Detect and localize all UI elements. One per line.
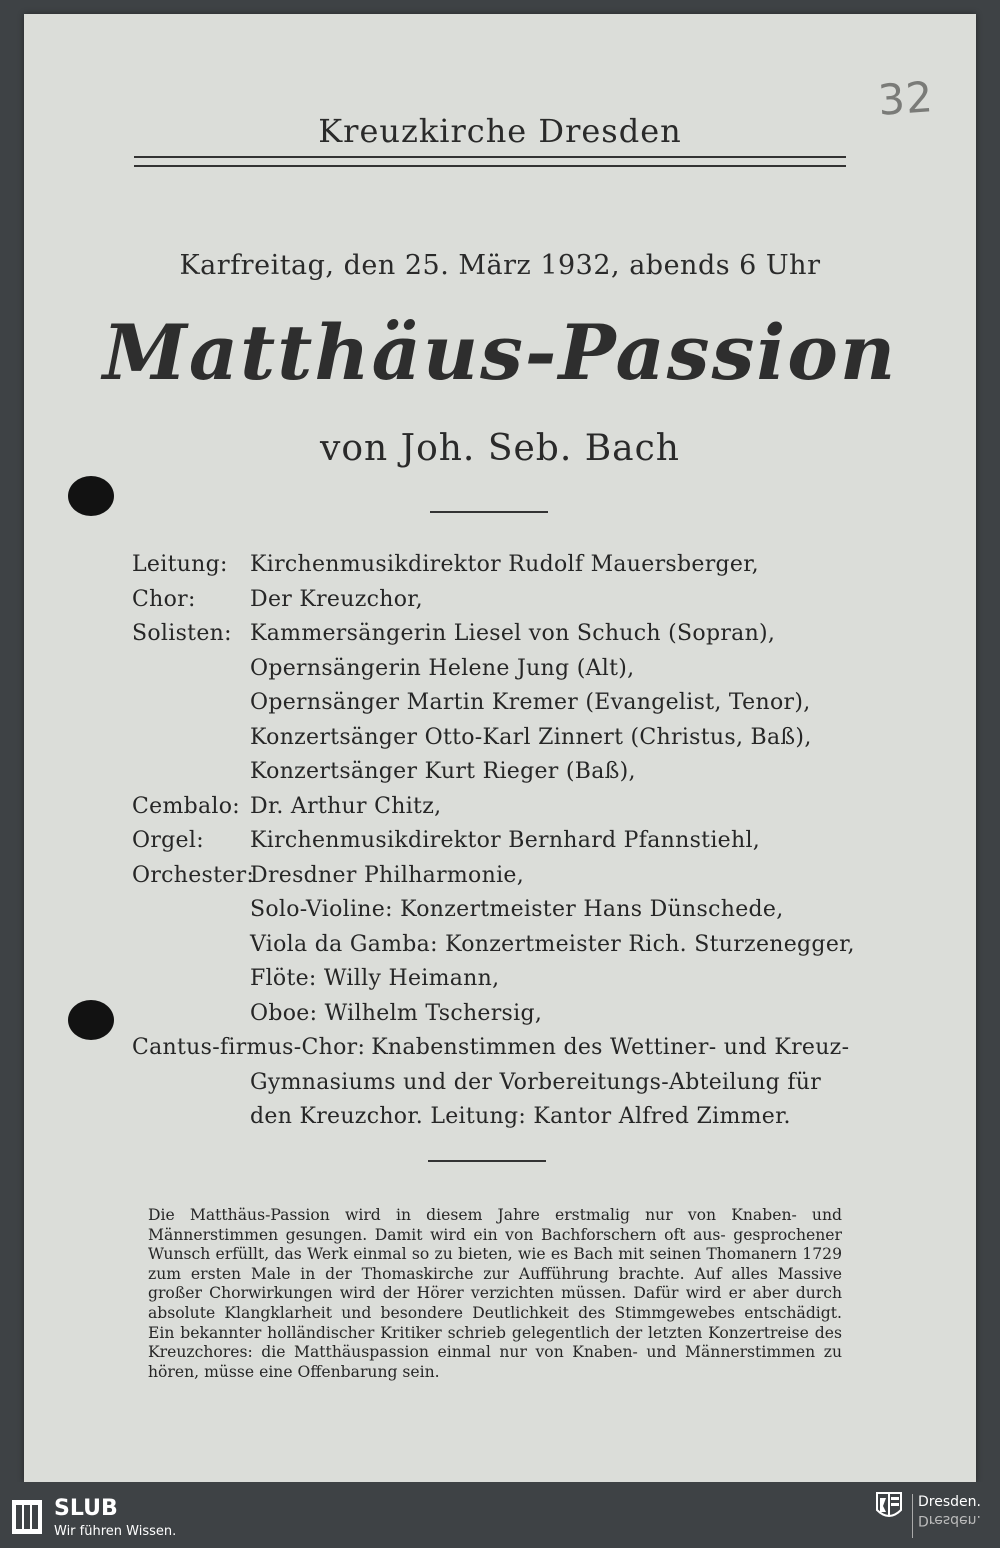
credit-line bbox=[132, 1066, 872, 1101]
credit-label: Chor: bbox=[132, 586, 196, 612]
credit-chor bbox=[132, 583, 872, 618]
credit-line bbox=[132, 928, 872, 963]
divider-rule bbox=[430, 511, 548, 513]
header-double-rule bbox=[134, 156, 846, 167]
punch-hole bbox=[68, 1000, 114, 1040]
church-heading: Kreuzkirche Dresden bbox=[318, 112, 682, 150]
credit-orchester bbox=[132, 859, 872, 894]
event-composer: von Joh. Seb. Bach bbox=[320, 428, 680, 469]
credit-value: Kirchenmusikdirektor Rudolf Mauersberger, bbox=[250, 552, 759, 577]
credit-value: Knabenstimmen des Wettiner- und Kreuz- bbox=[371, 1035, 850, 1060]
credit-line bbox=[132, 686, 872, 721]
divider-rule bbox=[428, 1160, 546, 1162]
credit-line bbox=[132, 1100, 872, 1135]
credit-value: Konzertsänger Kurt Rieger (Baß), bbox=[250, 759, 636, 784]
credit-orgel bbox=[132, 824, 872, 859]
credit-line bbox=[132, 652, 872, 687]
credit-line bbox=[132, 997, 872, 1032]
punch-hole bbox=[68, 476, 114, 516]
credit-value: Der Kreuzchor, bbox=[250, 586, 423, 612]
credit-value: Viola da Gamba: Konzertmeister Rich. Sturzenegger, bbox=[250, 931, 855, 957]
footer-bar bbox=[0, 1482, 1000, 1548]
program-note: Die Matthäus-Passion wird in diesem Jahre erstmalig nur von Knaben- und Männerstimmen gesungen. Damit wird ein von Bachforschern oft aus- gesprochener Wunsch erfüllt, das Werk einmal so zu bieten, wie es Bach mit seinen Thomanern 1729 zum ersten Male in der Thomaskirche zur Aufführung brachte. Auf alles Massive großer Chorwirkungen wird der Hörer verzichten müssen. Dafür wird er aber durch absolute Klangklarheit und besondere Deutlichkeit des Stimmgewebes entschädigt. Ein bekannter holländischer Kritiker schrieb gelegentlich der letzten Konzertreise des Kreuzchores: die Matthäuspassion einmal nur von Knaben- und Männerstimmen zu hören, müsse eine Offenbarung sein. bbox=[148, 1206, 842, 1381]
footer-city-reflection: Dresden. bbox=[918, 1512, 981, 1528]
credit-value: Oboe: Wilhelm Tschersig, bbox=[250, 1000, 543, 1026]
dresden-crest-icon bbox=[876, 1492, 902, 1522]
credit-value: Dresdner Philharmonie, bbox=[250, 862, 525, 888]
credit-value: Solo-Violine: Konzertmeister Hans Dünschede, bbox=[250, 897, 784, 922]
credit-line bbox=[132, 893, 872, 928]
credits-list bbox=[132, 548, 872, 1135]
event-date-line: Karfreitag, den 25. März 1932, abends 6 Uhr bbox=[179, 250, 821, 281]
credit-label: Orgel: bbox=[132, 828, 204, 853]
credit-line bbox=[132, 721, 872, 756]
credit-label: Leitung: bbox=[132, 552, 228, 577]
credit-value: Dr. Arthur Chitz, bbox=[250, 793, 442, 819]
slub-logo-icon bbox=[12, 1500, 42, 1534]
credit-value: Kammersängerin Liesel von Schuch (Sopran), bbox=[250, 621, 776, 646]
credit-value: Flöte: Willy Heimann, bbox=[250, 966, 500, 991]
credit-label: Solisten: bbox=[132, 621, 232, 646]
footer-tagline: Wir führen Wissen. bbox=[54, 1524, 177, 1539]
archive-number: 32 bbox=[876, 72, 936, 125]
credit-value: Opernsänger Martin Kremer (Evangelist, Tenor), bbox=[250, 690, 811, 715]
footer-org-name: SLUB bbox=[54, 1496, 118, 1521]
credit-value: den Kreuzchor. Leitung: Kantor Alfred Zimmer. bbox=[250, 1104, 791, 1129]
footer-city-name: Dresden. bbox=[918, 1494, 981, 1510]
credit-value: Konzertsänger Otto-Karl Zinnert (Christus, Baß), bbox=[250, 724, 812, 750]
credit-value: Kirchenmusikdirektor Bernhard Pfannstiehl, bbox=[250, 828, 761, 853]
credit-value: Opernsängerin Helene Jung (Alt), bbox=[250, 655, 635, 681]
credit-label: Orchester: bbox=[132, 862, 255, 888]
credit-solisten bbox=[132, 617, 872, 652]
event-title: Matthäus-Passion bbox=[102, 308, 898, 397]
credit-line bbox=[132, 962, 872, 997]
credit-label: Cantus-firmus-Chor: bbox=[132, 1035, 366, 1060]
credit-cembalo bbox=[132, 790, 872, 825]
credit-leitung bbox=[132, 548, 872, 583]
footer-divider bbox=[912, 1494, 913, 1538]
credit-label: Cembalo: bbox=[132, 793, 241, 819]
credit-value: Gymnasiums und der Vorbereitungs-Abteilung für bbox=[250, 1069, 822, 1095]
credit-cantus-firmus bbox=[132, 1031, 872, 1066]
credit-line bbox=[132, 755, 872, 790]
